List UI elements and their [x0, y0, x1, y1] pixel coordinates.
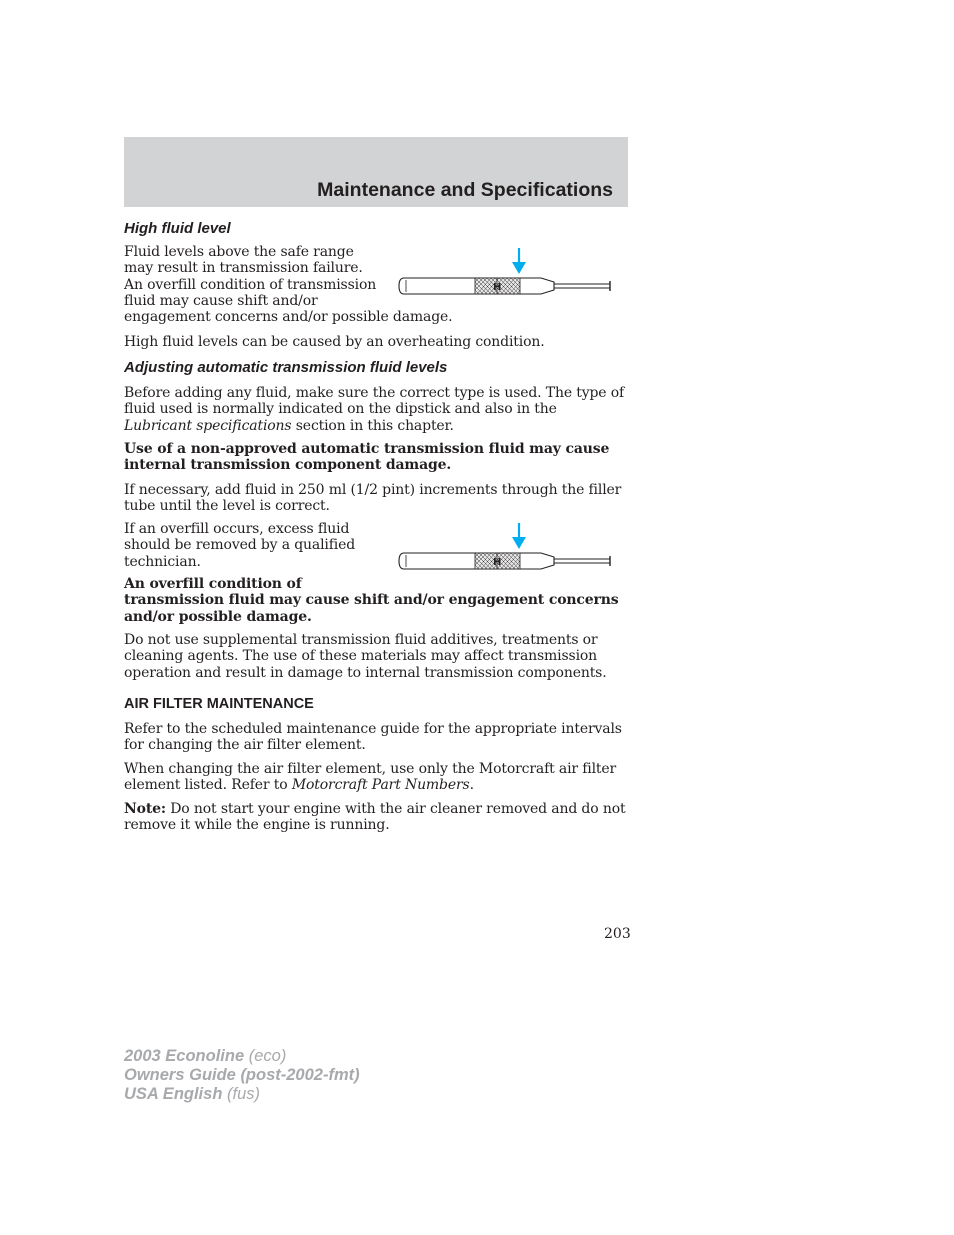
footer-language-code: (fus) — [222, 1085, 260, 1103]
high-fluid-heading: High fluid level — [124, 220, 231, 237]
text-line: technician. — [124, 553, 201, 570]
dipstick-hot-mark: H — [493, 557, 502, 568]
document-footer — [124, 1047, 360, 1104]
text-fragment: section in this chapter. — [291, 417, 454, 434]
text-line: engagement concerns and/or possible damage. — [124, 309, 453, 326]
arrow-down-icon — [512, 523, 526, 549]
text-line: should be removed by a qualified — [124, 537, 356, 554]
text-line: An overfill condition of — [124, 576, 302, 592]
motorcraft-part-numbers-reference: Motorcraft Part Numbers — [291, 777, 470, 794]
text-line: cleaning agents. The use of these materials may affect transmission — [124, 648, 598, 665]
text-fragment: element listed. Refer to — [124, 777, 292, 794]
text-line: Fluid levels above the safe range — [124, 244, 354, 260]
text-line: tube until the level is correct. — [124, 498, 330, 515]
footer-model-code: (eco) — [244, 1047, 287, 1065]
text-line: When changing the air filter element, use only the Motorcraft air filter — [124, 761, 617, 777]
overfill-warning — [124, 576, 619, 625]
text-line: If an overfill occurs, excess fluid — [124, 521, 350, 537]
dipstick-hot-mark: H — [493, 282, 502, 293]
text-line: Do not use supplemental transmission fluid additives, treatments or — [124, 632, 598, 648]
text-line: operation and result in damage to internal transmission components. — [124, 664, 607, 681]
fluid-type-paragraph — [124, 385, 624, 434]
text-line: transmission fluid may cause shift and/or engagement concerns — [124, 592, 619, 609]
note-label: Note: — [124, 801, 166, 817]
text-line: Refer to the scheduled maintenance guide for the appropriate intervals — [124, 721, 622, 737]
text-line: remove it while the engine is running. — [124, 817, 390, 834]
page-number: 203 — [604, 926, 631, 942]
text-line — [124, 801, 625, 817]
text-line: for changing the air filter element. — [124, 737, 366, 754]
adjusting-heading: Adjusting automatic transmission fluid levels — [124, 359, 448, 376]
text-line: If necessary, add fluid in 250 ml (1/2 pint) increments through the filler — [124, 482, 622, 498]
arrow-down-icon — [512, 248, 526, 274]
text-line — [124, 418, 624, 434]
overfill-paragraph — [124, 521, 355, 570]
text-line: may result in transmission failure. — [124, 260, 363, 277]
footer-guide: Owners Guide (post-2002-fmt) — [124, 1066, 360, 1084]
text-fragment: . — [469, 777, 474, 794]
add-fluid-paragraph — [124, 482, 621, 515]
air-filter-interval-paragraph — [124, 721, 622, 754]
text-line: internal transmission component damage. — [124, 457, 452, 474]
overheating-paragraph: High fluid levels can be caused by an overheating condition. — [124, 334, 545, 350]
lubricant-specifications-reference: Lubricant specifications — [124, 417, 292, 434]
text-line: Before adding any fluid, make sure the correct type is used. The type of — [124, 385, 625, 401]
footer-line — [124, 1085, 360, 1104]
footer-model: 2003 Econoline — [124, 1047, 245, 1065]
additives-paragraph — [124, 632, 607, 681]
text-line: Use of a non-approved automatic transmission fluid may cause — [124, 441, 610, 457]
text-line: fluid may cause shift and/or — [124, 292, 318, 309]
footer-language: USA English — [124, 1085, 223, 1103]
footer-line — [124, 1047, 360, 1066]
header-band — [124, 137, 628, 207]
air-filter-part-paragraph — [124, 761, 616, 794]
text-line: An overfill condition of transmission — [124, 276, 377, 293]
footer-line — [124, 1066, 360, 1085]
text-line — [124, 777, 616, 793]
text-line: fluid used is normally indicated on the dipstick and also in the — [124, 401, 557, 418]
dipstick-figure-high — [396, 244, 618, 316]
text-line: and/or possible damage. — [124, 608, 312, 625]
air-filter-note — [124, 801, 625, 834]
fluid-warning — [124, 441, 609, 474]
page-title: Maintenance and Specifications — [317, 179, 613, 201]
text-fragment: Do not start your engine with the air cleaner removed and do not — [165, 801, 626, 817]
air-filter-heading: AIR FILTER MAINTENANCE — [124, 696, 314, 712]
